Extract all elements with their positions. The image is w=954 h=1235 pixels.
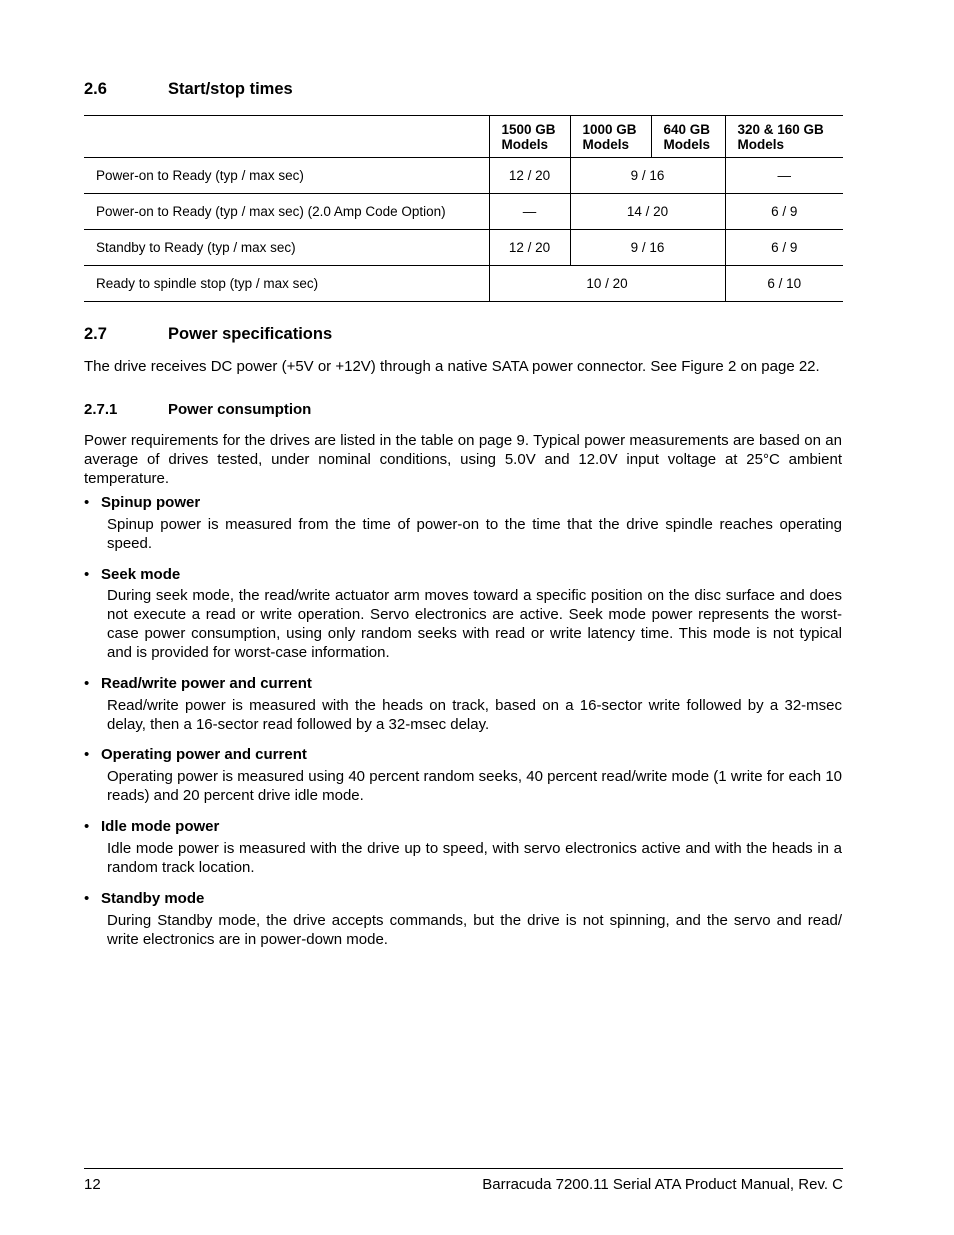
bullet-title: Spinup power	[101, 494, 201, 511]
table-cell: —	[489, 194, 570, 230]
footer-rule	[84, 1168, 843, 1169]
table-row	[84, 266, 843, 302]
bullet-glyph: •	[84, 818, 90, 835]
section-2-7-text: The drive receives DC power (+5V or +12V) through a native SATA power connector. See Figure 2 on page 22.	[84, 358, 820, 375]
table-header-blank	[84, 116, 489, 158]
table-row-label: Power-on to Ready (typ / max sec)	[96, 168, 304, 183]
table-row	[84, 158, 843, 194]
table-cell: 14 / 20	[570, 194, 725, 230]
table-cell: 9 / 16	[570, 230, 725, 266]
start-stop-times-table	[84, 115, 843, 302]
table-cell: 12 / 20	[489, 230, 570, 266]
table-cell: 6 / 10	[725, 266, 843, 302]
table-row-label: Ready to spindle stop (typ / max sec)	[96, 276, 319, 291]
section-2-7-1-number: 2.7.1	[84, 401, 118, 418]
bullet-body: Read/write power is measured with the heads on track, based on a 16-sector write followed by a 32-msec delay, then a 16-sector read followed by a 32-msec delay.	[107, 697, 842, 733]
bullet-body: During seek mode, the read/write actuator arm moves toward a specific position on the disc surface and does not execute a read or write operation. Servo electronics are active. Seek mode power represents the worst-case power consumption, using only random seeks with read or write latency time. This mode is not typical and is provided for worst-case information.	[107, 587, 842, 661]
table-cell: 6 / 9	[725, 230, 843, 266]
footer-title: Barracuda 7200.11 Serial ATA Product Manual, Rev. C	[482, 1176, 843, 1193]
table-header-row	[84, 116, 843, 158]
bullet-body: Idle mode power is measured with the drive up to speed, with servo electronics active and with the heads in a random track location.	[107, 840, 842, 876]
bullet-title: Idle mode power	[101, 818, 220, 835]
section-2-6-title: Start/stop times	[168, 80, 293, 98]
table-cell: —	[725, 158, 843, 194]
table-row-label: Standby to Ready (typ / max sec)	[96, 240, 296, 255]
table-header-320-160gb: 320 & 160 GB Models	[725, 116, 843, 158]
section-2-7-title: Power specifications	[168, 325, 333, 343]
section-2-7-number: 2.7	[84, 325, 107, 343]
table-header-640gb: 640 GB Models	[651, 116, 725, 158]
bullet-title: Standby mode	[101, 890, 205, 907]
table-row	[84, 194, 843, 230]
bullet-glyph: •	[84, 890, 90, 907]
section-2-7-1-intro: Power requirements for the drives are listed in the table on page 9. Typical power measurements are based on an average of drives tested, under nominal conditions, using 5.0V and 12.0V input voltage at 25°C ambient temperature.	[84, 432, 842, 487]
bullet-body: During Standby mode, the drive accepts commands, but the drive is not spinning, and the servo and read/ write electronics are in power-down mode.	[107, 912, 842, 948]
bullet-glyph: •	[84, 566, 90, 583]
table-row	[84, 230, 843, 266]
table-header-1000gb: 1000 GB Models	[570, 116, 651, 158]
table-cell: 9 / 16	[570, 158, 725, 194]
bullet-glyph: •	[84, 675, 90, 692]
table-cell: 10 / 20	[489, 266, 725, 302]
section-2-6-number: 2.6	[84, 80, 107, 98]
bullet-title: Read/write power and current	[101, 675, 312, 692]
bullet-body: Spinup power is measured from the time of power-on to the time that the drive spindle reaches operating speed.	[107, 516, 842, 552]
table-cell: 12 / 20	[489, 158, 570, 194]
section-2-7-1-title: Power consumption	[168, 401, 312, 418]
bullet-glyph: •	[84, 746, 90, 763]
table-row-label: Power-on to Ready (typ / max sec) (2.0 Amp Code Option)	[96, 204, 446, 219]
bullet-title: Seek mode	[101, 566, 181, 583]
footer-page-number: 12	[84, 1176, 101, 1193]
table-cell: 6 / 9	[725, 194, 843, 230]
bullet-title: Operating power and current	[101, 746, 307, 763]
table-header-1500gb: 1500 GB Models	[489, 116, 570, 158]
bullet-body: Operating power is measured using 40 percent random seeks, 40 percent read/write mode (1 write for each 10 reads) and 20 percent drive idle mode.	[107, 768, 842, 804]
bullet-glyph: •	[84, 494, 90, 511]
